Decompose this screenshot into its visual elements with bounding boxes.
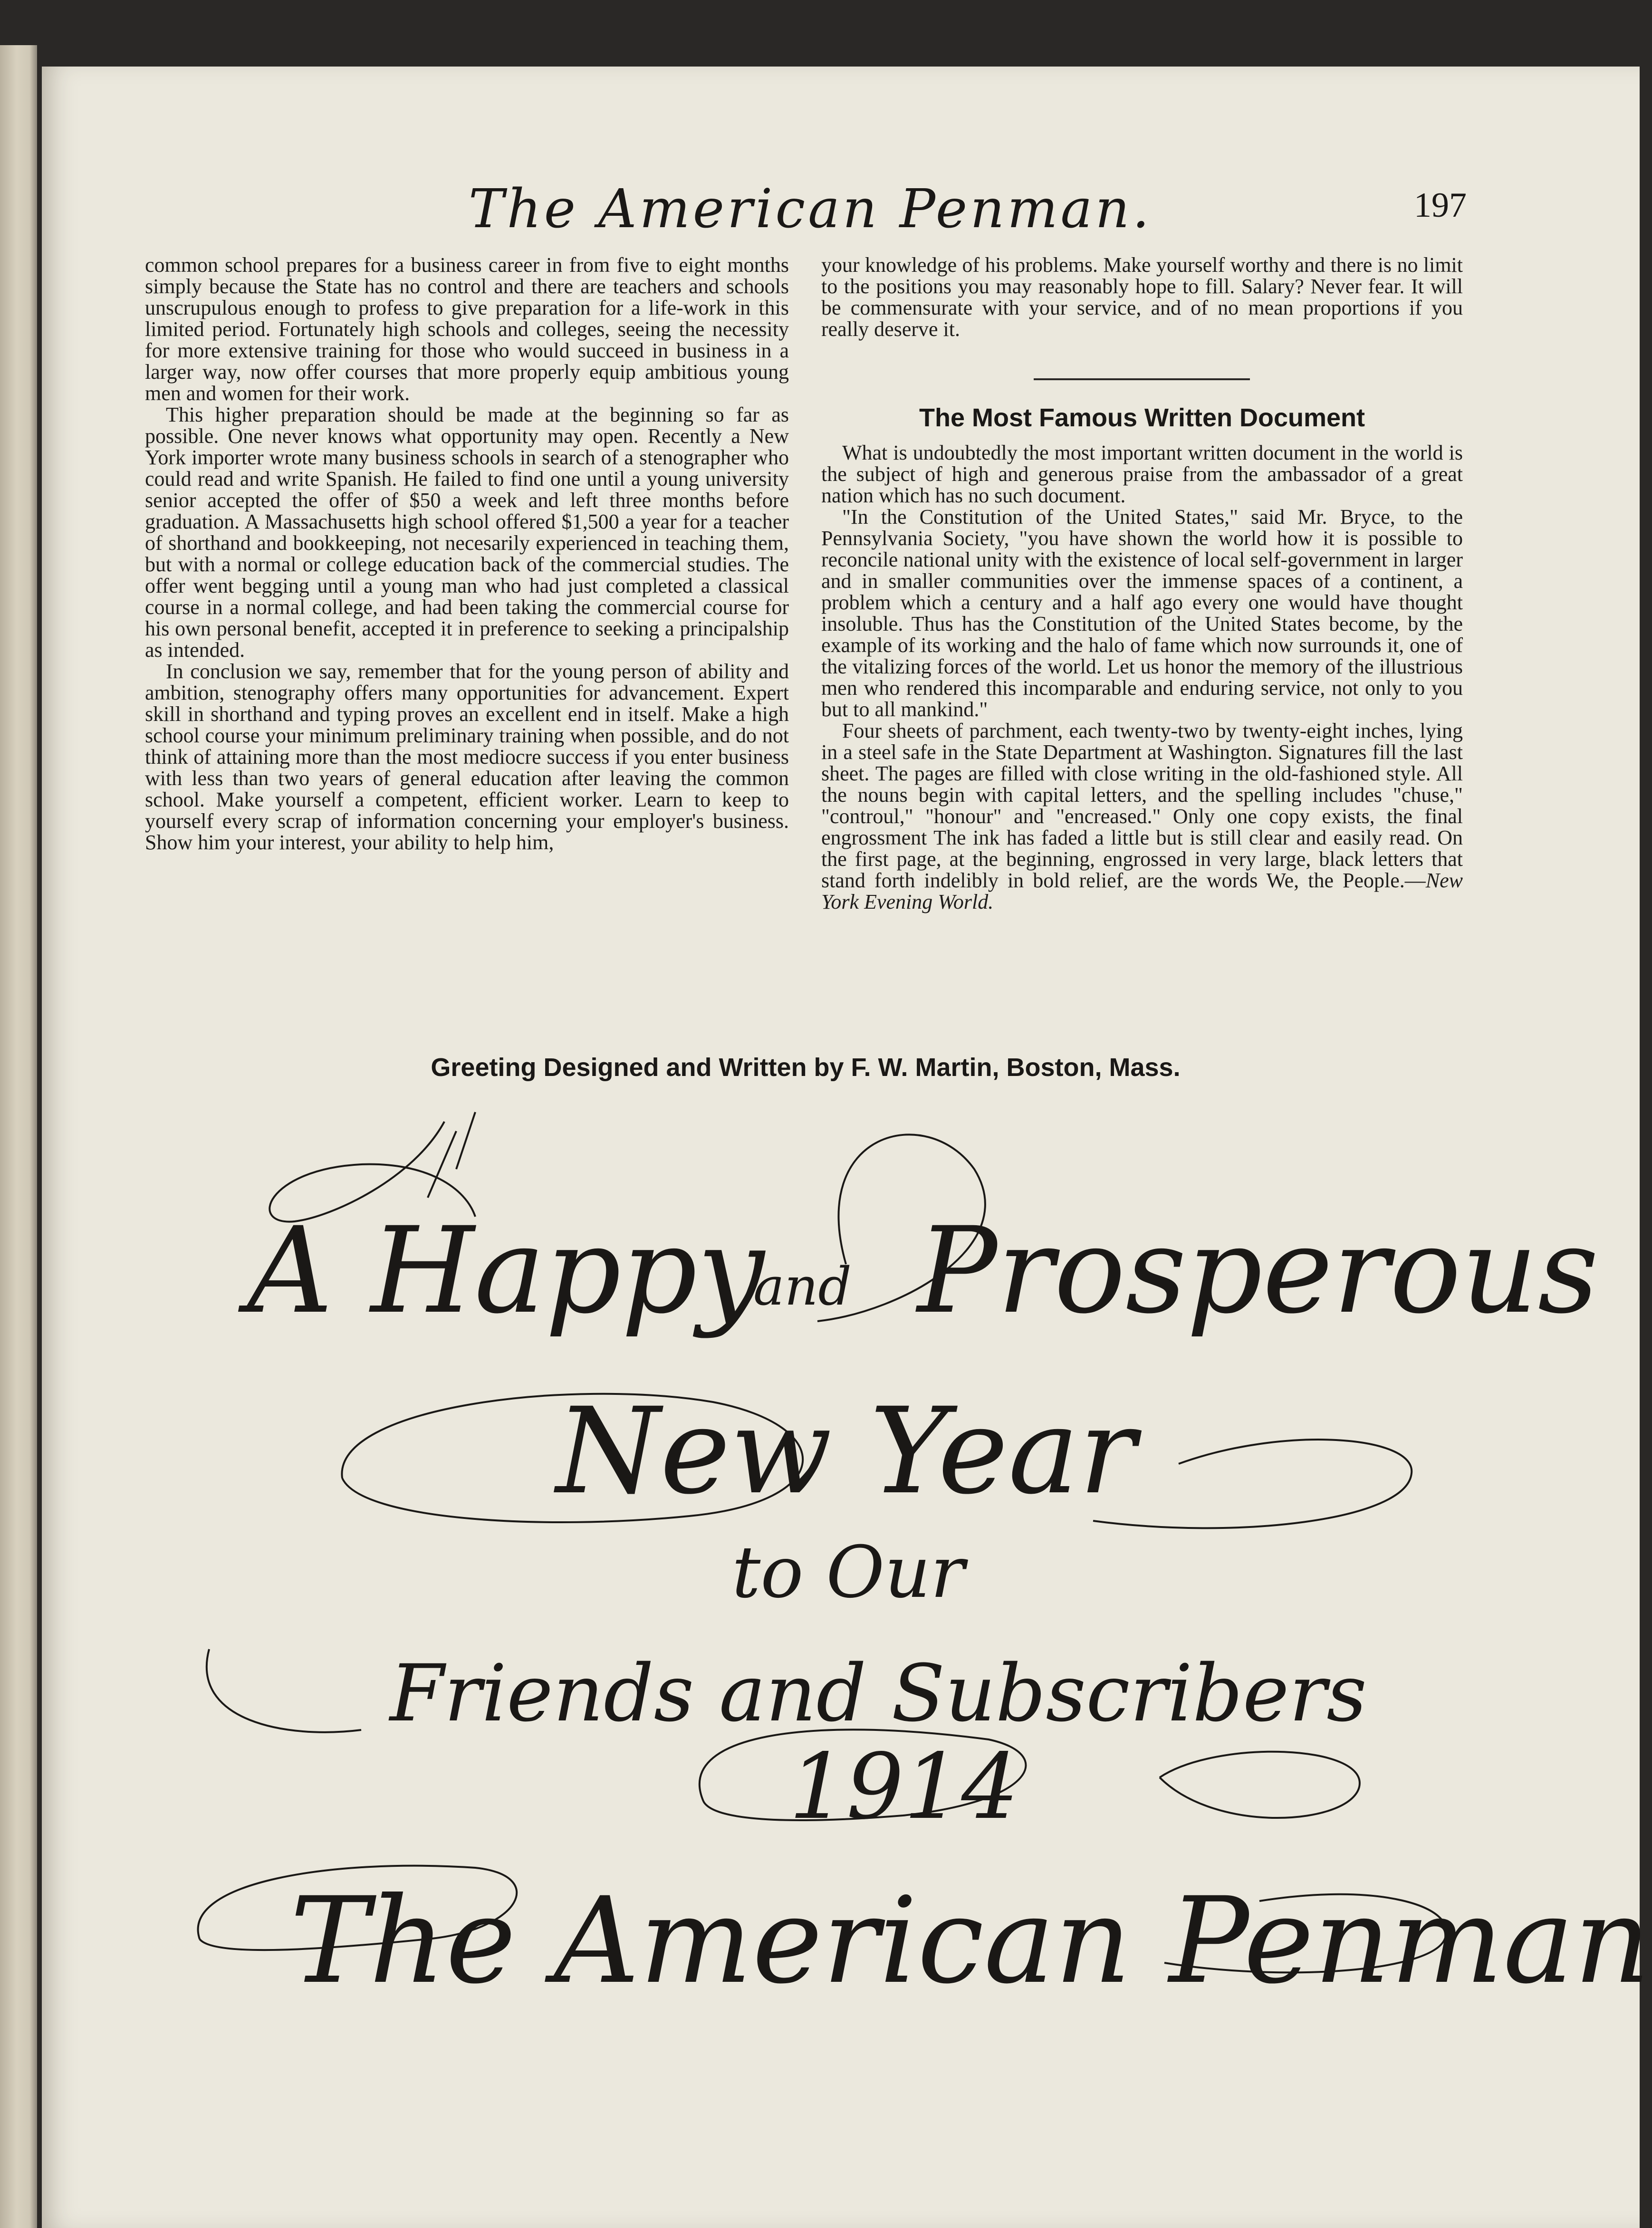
greeting-caption: Greeting Designed and Written by F. W. Martin, Boston, Mass. bbox=[431, 1053, 1181, 1082]
flourish-year-oval bbox=[1093, 1440, 1412, 1528]
greeting-line-3: to Our bbox=[732, 1531, 965, 1614]
greeting-line-1a: A Happy bbox=[247, 1201, 765, 1340]
right-intro-paragraph: your knowledge of his problems. Make yourself worthy and there is no limit to the positions you may reasonably hope to fill. Salary? Never fear. It will be commensurate with your service, and of no mean proportions if you really deserve it. bbox=[821, 253, 1463, 341]
left-paragraph-3: In conclusion we say, remember that for the young person of ability and ambition, stenography offers many opportunities for advancement. Expert skill in shorthand and typing proves an excellent end in itself. Make a high school course your minimum preliminary training when possible, and do not think of attaining more than the most mediocre success if you enter business with less than two years of general education after leaving the common school. Make yourself a competent, efficient worker. Learn to keep to yourself every scrap of information concerning your employer's business. Show him your interest, your ability to help him, bbox=[145, 660, 789, 854]
greeting-line-2a: New bbox=[556, 1382, 832, 1520]
article-paragraph-3-text: Four sheets of parchment, each twenty-two by twenty-eight inches, lying in a steel safe in the State Department at Washington. Signatures fill the last sheet. The pages are filled with close writing in the old-fashioned style. All the nouns begin with capital letters, and the spelling includes "chuse," "controul," "honour" and "encreased." Only one copy exists, the final engrossment The ink has faded a little but is still clear and easily read. On the first page, at the beginning, engrossed in very large, black letters that stand forth indelibly in bold relief, are the words We, the People.— bbox=[821, 719, 1463, 892]
greeting-line-5: 1914 bbox=[789, 1734, 1019, 1839]
flourish-right-oval bbox=[1160, 1752, 1360, 1818]
article-source: New York Evening World. bbox=[821, 869, 1463, 913]
greeting-line-1b: and bbox=[753, 1256, 852, 1317]
flourish-left-swoop bbox=[207, 1649, 361, 1732]
greeting-line-1c: Prosperous bbox=[917, 1201, 1599, 1340]
article-paragraph-2: "In the Constitution of the United States," said Mr. Bryce, to the Pennsylvania Society, "you have shown the world how it is possible to reconcile national unity with the existence of local self-government in larger and in smaller communities over the immense spaces of a continent, a problem which a century and a half ago every one would have thought insoluble. Thus has the Constitution of the United States become, by the example of its working and the halo of fame which now surrounds it, one of the vitalizing forces of the world. Let us honor the memory of the illustrious men who rendered this incomparable and enduring service, not only to you but to all mankind." bbox=[821, 505, 1463, 721]
article-heading: The Most Famous Written Document bbox=[919, 403, 1365, 432]
greeting-line-4: Friends and Subscribers bbox=[390, 1648, 1367, 1739]
flourish-ticks bbox=[428, 1112, 475, 1198]
greeting-line-2b: Year bbox=[870, 1382, 1136, 1520]
left-paragraph-1: common school prepares for a business career in from five to eight months simply because the State has no control and there are teachers and schools unscrupulous enough to profess to give preparation for a life-work in this limited period. Fortunately high schools and colleges, seeing the necessity for more extensive training for those who would succeed in business in a larger way, now offer courses that more properly equip ambitious young men and women for their work. bbox=[145, 253, 789, 405]
page-number: 197 bbox=[1414, 186, 1467, 225]
greeting-script-lines bbox=[238, 1201, 1651, 2010]
article-paragraph-1: What is undoubtedly the most important written document in the world is the subject of high and generous praise from the ambassador of a great nation which has no such document. bbox=[821, 441, 1463, 507]
masthead-title: The American Penman. bbox=[468, 178, 1153, 240]
left-paragraph-2: This higher preparation should be made at the beginning so far as possible. One never knows what opportunity may open. Recently a New York importer wrote many business schools in search of a stenographer who could read and write Spanish. He failed to find one until a young university senior accepted the offer of $50 a week and left three months before graduation. A Massachusetts high school offered $1,500 a year for a teacher of shorthand and bookkeeping, not necesarily experienced in teaching them, but with a normal or college education back of the commercial studies. The offer went begging until a young man who had just completed a classical course in a normal college, and had been taking the commercial course for his own personal benefit, accepted it in preference to seeking a principalship as intended. bbox=[145, 403, 789, 662]
greeting-line-6: The American Penman bbox=[290, 1872, 1651, 2010]
